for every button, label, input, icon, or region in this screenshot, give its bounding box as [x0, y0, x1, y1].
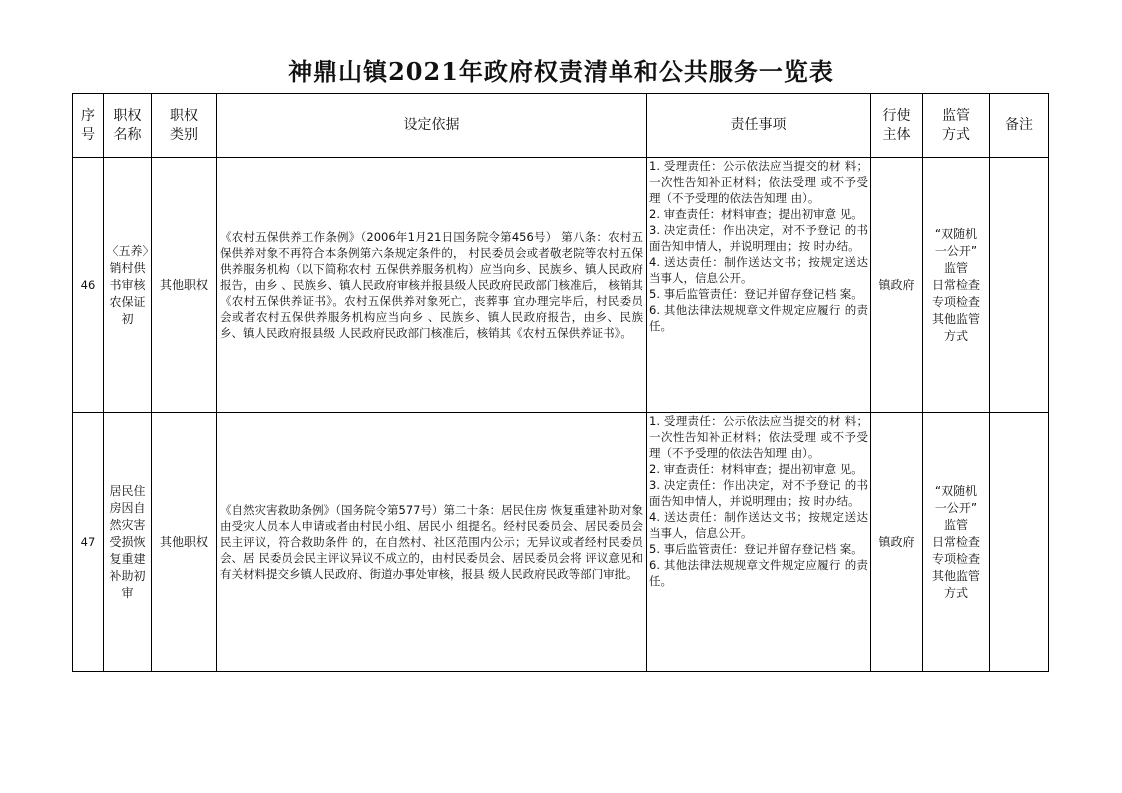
cell-org: 镇政府 [871, 413, 923, 672]
header-name: 职权 名称 [104, 94, 152, 158]
table-header-row [73, 94, 1049, 158]
supervision-line: 方式 [943, 328, 968, 343]
header-responsibility: 责任事项 [647, 94, 871, 158]
table-row [73, 413, 1049, 672]
cell-name: 居民住房因自然灾害受损恢复重建补助初审 [104, 413, 152, 672]
supervision-line: 一公开” [934, 500, 978, 515]
cell-responsibility [647, 158, 871, 413]
responsibility-item: 4. 送达责任：制作送达文书；按规定送达当事人，信息公开。 [649, 255, 868, 285]
supervision-line: “双随机 [934, 226, 978, 241]
supervision-line: 日常检查 [931, 534, 980, 549]
supervision-line: 日常检查 [931, 277, 980, 292]
header-seq: 序 号 [73, 94, 104, 158]
responsibility-item: 1. 受理责任：公示依法应当提交的材 料；一次性告知补正材料；依法受理 或不予受理（不予受理的依法告知理 由）。 [649, 159, 868, 205]
supervision-line: 方式 [943, 585, 968, 600]
responsibility-item: 3. 决定责任：作出决定，对不予登记 的书面告知申情人，并说明理由；按 时办结。 [649, 223, 868, 253]
header-category: 职权 类别 [152, 94, 217, 158]
cell-basis: 《农村五保供养工作条例》（2006年1月21日国务院令第456号） 第八条：农村五保供养对象不再符合本条例第六条规定条件的， 村民委员会或者敬老院等农村五保供养服务机构（以下简称农村 五保供养服务机构）应当向乡、民族乡、镇人民政府报告，由乡 、民族乡、镇人民政府审核并报县级人民政府民政部门核准后， 核销其《农村五保供养证书》。农村五保供养对象死亡，丧葬事 宜办理完毕后，村民委员会或者农村五保供养服务机构应当向乡 、民族乡、镇人民政府报告，由乡、民族乡、镇人民政府报县级 人民政府民政部门核准后，核销其《农村五保供养证书》。 [217, 158, 647, 413]
supervision-line: 专项检查 [931, 294, 980, 309]
cell-supervision [923, 158, 990, 413]
document-title: 神鼎山镇2021年政府权责清单和公共服务一览表 [288, 57, 834, 86]
responsibility-item: 2. 审查责任：材料审查；提出初审意 见。 [649, 207, 863, 221]
supervision-line: 专项检查 [931, 551, 980, 566]
header-remarks: 备注 [990, 94, 1049, 158]
responsibility-item: 2. 审查责任：材料审查；提出初审意 见。 [649, 462, 863, 476]
responsibility-item: 6. 其他法律法规规章文件规定应履行 的责任。 [649, 558, 868, 588]
cell-remarks [990, 413, 1049, 672]
cell-category: 其他职权 [152, 158, 217, 413]
cell-responsibility [647, 413, 871, 672]
supervision-line: 监管 [943, 517, 968, 532]
supervision-line: “双随机 [934, 483, 978, 498]
responsibility-item: 3. 决定责任：作出决定，对不予登记 的书面告知申情人，并说明理由；按 时办结。 [649, 478, 868, 508]
cell-org: 镇政府 [871, 158, 923, 413]
cell-name: 〈五养〉销村供书审核农保证初 [104, 158, 152, 413]
cell-category: 其他职权 [152, 413, 217, 672]
table-row [73, 158, 1049, 413]
responsibility-item: 1. 受理责任：公示依法应当提交的材 料；一次性告知补正材料；依法受理 或不予受理（不予受理的依法告知理 由）。 [649, 414, 868, 460]
supervision-line: 一公开” [934, 243, 978, 258]
responsibility-item: 5. 事后监管责任：登记并留存登记档 案。 [649, 542, 863, 556]
responsibility-item: 4. 送达责任：制作送达文书；按规定送达当事人，信息公开。 [649, 510, 868, 540]
responsibility-table [72, 93, 1049, 672]
header-supervision: 监管 方式 [923, 94, 990, 158]
cell-seq: 47 [73, 413, 104, 672]
header-basis: 设定依据 [217, 94, 647, 158]
supervision-line: 其他监管 [931, 311, 980, 326]
cell-remarks [990, 158, 1049, 413]
responsibility-item: 5. 事后监管责任：登记并留存登记档 案。 [649, 287, 863, 301]
cell-supervision [923, 413, 990, 672]
supervision-line: 其他监管 [931, 568, 980, 583]
cell-seq: 46 [73, 158, 104, 413]
responsibility-item: 6. 其他法律法规规章文件规定应履行 的责任。 [649, 303, 868, 333]
header-org: 行使 主体 [871, 94, 923, 158]
supervision-line: 监管 [943, 260, 968, 275]
cell-basis: 《自然灾害救助条例》（国务院令第577号）第二十条：居民住房 恢复重建补助对象由受灾人员本人申请或者由村民小组、居民小 组提名。经村民委员会、居民委员会民主评议，符合救助条件 的，在自然村、社区范围内公示；无异议或者经村民委员会、居 民委员会民主评议异议不成立的，由村民委员会、居民委员会将 评议意见和有关材料提交乡镇人民政府、街道办事处审核，报县 级人民政府民政等部门审批。 [217, 413, 647, 672]
